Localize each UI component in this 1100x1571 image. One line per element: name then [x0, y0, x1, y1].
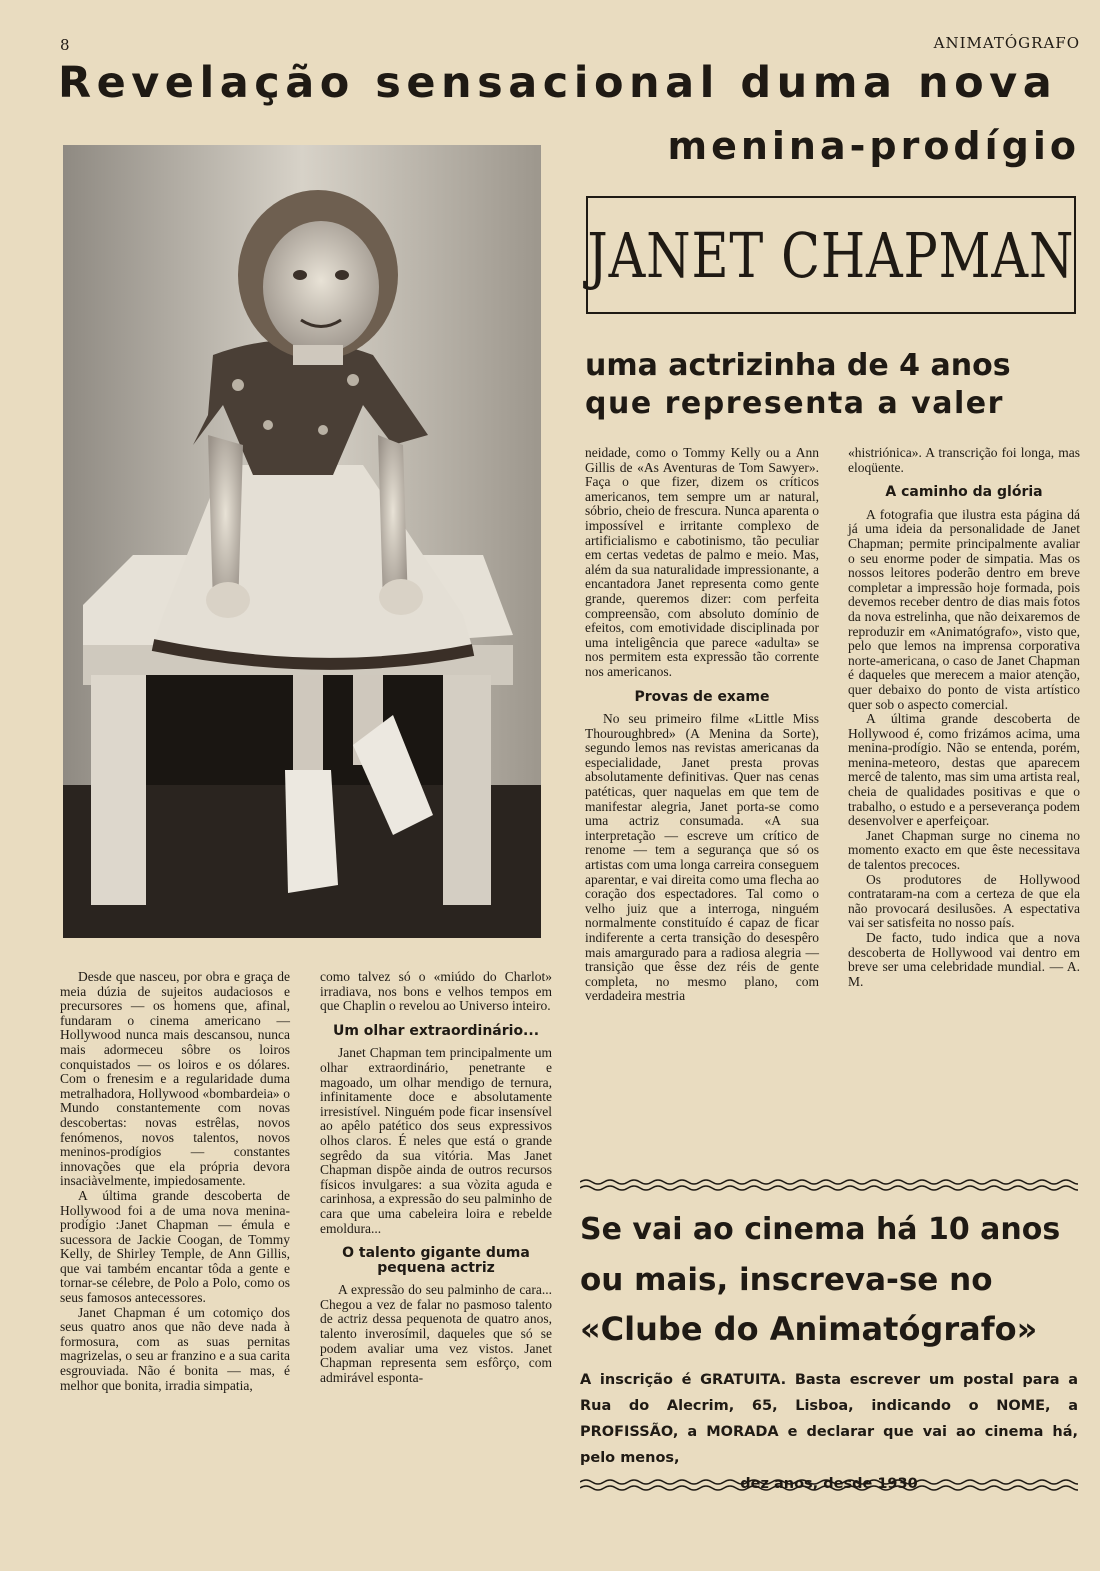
col3-heading: Provas de exame [634, 688, 770, 705]
column-2 [320, 970, 552, 1385]
wavy-divider-bottom [580, 1478, 1078, 1492]
col4-paragraph-1: A fotografia que ilustra esta página dá já uma ideia da personalidade de Janet Chapman; permite principalmente avaliar o seu enorme poder de simpatia. Mas os nossos leitores poderão dentro em breve completar a impressão hoje formada, pois devemos receber dentro de dias mais fotos da nova estrelinha, que não deixaremos de reproduzir em «Animatógrafo», visto que, pelo que lemos na imprensa corporativa norte-americana, o caso de Janet Chapman é daqueles que merecem a maior atenção, quer debaixo do ponto de vista artístico quer sob o aspecto comercial. [848, 506, 1080, 712]
name-box [586, 196, 1076, 314]
wavy-divider-top [580, 1178, 1078, 1192]
col2-heading-2: O talento gigante duma pequena actriz [342, 1245, 530, 1276]
col4-paragraph-3: Janet Chapman surge no cinema no momento exacto em que êste necessitava de talentos precoces. [848, 827, 1080, 873]
col2-paragraph-2: A expressão do seu palminho de cara... Chegou a vez de falar no pasmoso talento de actriz dessa pequenota de quatro anos, talento inverosímil, daqueles que só se podem avaliar uma vez vistos. Janet Chapman representa sem esfôrço, com admirável esponta- [320, 1282, 552, 1385]
magazine-name: ANIMATÓGRAFO [933, 34, 1080, 52]
column-3 [585, 446, 819, 1004]
ad-headline-line1: Se vai ao cinema há 10 anos [580, 1212, 1061, 1247]
headline-line1: Revelação sensacional duma nova [58, 58, 1058, 108]
subheadline-line2: que representa a valer [585, 386, 1004, 421]
col4-paragraph-5: De facto, tudo indica que a nova descoberta de Hollywood vai dentro em breve ser uma celebridade mundial. — A. M. [848, 930, 1080, 989]
col3-paragraph-1: neidade, como o Tommy Kelly ou a Ann Gillis de «As Aventuras de Tom Sawyer». Faça o que fizer, dizem os críticos americanos, tem sempre um ar natural, sóbrio, cheio de frescura. Nunca aparenta o impossível e irritante complexo de artificialismo e cabotinismo, tão peculiar em certas vedetas de palmo e meio. Mas, além da sua naturalidade impressionante, a encantadora Janet representa como gente grande, queremos dizer: com perfeita compreensão, com absoluto domínio de efeitos, com emotividade disciplinada por uma inteligência que parece «adulta» se nos permitem esta expressão tão corrente nos americanos. [585, 445, 819, 679]
col3-paragraph-2: No seu primeiro filme «Little Miss Thouroughbred» (A Menina da Sorte), segundo lemos nas revistas americanas da especialidade, Janet presta provas absolutamente definitivas. Quer nas cenas patéticas, quer naquelas em que tem de manifestar alegria, Janet porta-se como uma actriz consumada. «A sua interpretação — escreve um crítico de renome — tem a segurança que só os artistas com uma longa carreira conseguem aparentar, e vai direita como uma flecha ao coração dos espectadores. Tal como o velho juiz que a interroga, ninguém normalmente constituído é capaz de ficar indiferente a certa transição do desespêro mais amargurado para a radiosa alegria — transição que êsse dez réis de gente completa, no mesmo plano, com verdadeira mestria [585, 711, 819, 1004]
col4-intro: «histriónica». A transcrição foi longa, mas eloqüente. [848, 445, 1080, 475]
page-number: 8 [60, 36, 71, 54]
subheadline-line1: uma actrizinha de 4 anos [585, 348, 1011, 383]
girl-seated-on-bench-photo [63, 145, 541, 938]
col4-paragraph-2: A última grande descoberta de Hollywood é, como frizámos acima, uma menina-prodígio. Não se entenda, porém, menina-meteoro, destas que aparecem mercê de talento, mas sim uma artista real, cheia de qualidades positivas e que o trabalho, o estudo e a perseverança podem desenvolver e aperfeiçoar. [848, 711, 1080, 829]
headline-line2: menina-prodígio [667, 124, 1080, 168]
ad-headline-line3: «Clube do Animatógrafo» [580, 1310, 1038, 1348]
col2-heading-1: Um olhar extraordinário... [332, 1022, 540, 1039]
col4-heading: A caminho da glória [885, 484, 1043, 501]
ad-headline-line2: ou mais, inscreva-se no [580, 1262, 993, 1298]
col2-paragraph-1: Janet Chapman tem principalmente um olhar extraordinário, penetrante e magoado, um olhar mendigo de ternura, infinitamente doce e absolutamente irresistível. Ninguém pode ficar insensível ao apêlo patético dos seus expressivos olhos claros. É neles que está o grande segrêdo da sua vitória. Mas Janet Chapman dispõe ainda de outros recursos físicos invulgares: a sua vòzita aguda e carinhosa, a expressão do seu palminho de cara que uma cabeleira loira e rebelde emoldura... [320, 1045, 552, 1236]
col1-paragraph-2: A última grande descoberta de Hollywood foi a de uma nova menina-prodígio :Janet Chapman — émula e sucessora de Jackie Coogan, de Tommy Kelly, de Shirley Temple, de Ann Gillis, que vai também encantar tôda a gente e tornar-se célebre, de Polo a Polo, como os seus famosos antecessores. [60, 1187, 290, 1306]
col4-paragraph-4: Os produtores de Hollywood contrataram-na com a certeza de que ela não provocará desilusões. A espectativa vai ser satisfeita no nosso país. [848, 871, 1080, 931]
col1-paragraph-1: Desde que nasceu, por obra e graça de meia dúzia de sujeitos audaciosos e precursores — os homens que, afinal, fundaram o cinema americano — Hollywood nunca mais descansou, nunca mais adormeceu sôbre os loiros conquistados — os loiros e os dólares. Com o frenesim e a regularidade duma metralhadora, Hollywood «bombardeia» o Mundo constantemente com novas descobertas: novas estrêlas, novos fenómenos, novos talentos, novos meninos-prodígios — constantes innovações que ela própria devora insaciàvelmente, impiedosamente. [60, 969, 290, 1189]
ad-body-text: A inscrição é GRATUITA. Basta escrever um postal para a Rua do Alecrim, 65, Lisboa, indicando o NOME, a PROFISSÃO, a MORADA e declarar que vai ao cinema há, pelo menos, [580, 1372, 1078, 1466]
col1-paragraph-3: Janet Chapman é um cotomiço dos seus quatro anos que não deve nada à formosura, com as suas pernitas magrizelas, o seu ar franzino e a sua carita esgrouviada. Não é bonita — mas, é melhor que bonita, irradia simpatia, [60, 1304, 290, 1393]
name-title: JANET CHAPMAN [587, 218, 1075, 292]
ad-body-last-line: dez anos, desde 1930 [740, 1476, 918, 1492]
column-1 [60, 970, 290, 1393]
col2-intro: como talvez só o «miúdo do Charlot» irradiava, nos bons e velhos tempos em que Chaplin o revelou ao Universo inteiro. [320, 969, 552, 1014]
column-4 [848, 446, 1080, 989]
